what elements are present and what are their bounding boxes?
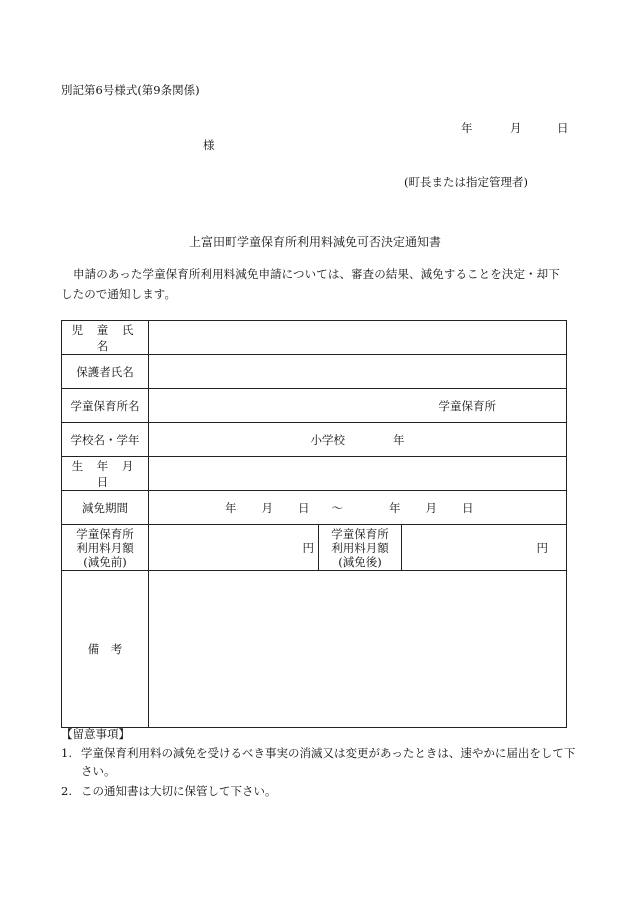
fee-before-line1: 学童保育所 (76, 526, 134, 541)
note-number: 2. (61, 784, 72, 798)
date-month-label: 月 (510, 121, 522, 135)
birth-date-label: 生 年 月 日 (62, 457, 149, 491)
fee-after-yen: 円 (536, 540, 549, 555)
school-label: 学校名・学年 (62, 423, 149, 457)
grade-suffix: 年 (393, 432, 405, 447)
fee-before-yen: 円 (302, 540, 314, 555)
row-period (62, 491, 567, 525)
period-year-start: 年 (225, 500, 237, 515)
guardian-name-label: 保護者氏名 (62, 355, 149, 389)
notice-form-table (61, 320, 567, 728)
row-school (62, 423, 567, 457)
recipient-honorific: 様 (203, 138, 215, 152)
note-item (61, 744, 576, 780)
fee-before-line3: (減免前) (83, 554, 127, 569)
row-fees (62, 525, 567, 571)
child-name-field[interactable] (149, 321, 567, 355)
date-year-label: 年 (461, 121, 473, 135)
facility-suffix: 学童保育所 (438, 398, 497, 413)
note-number: 1. (61, 746, 72, 760)
fee-before-field[interactable] (149, 525, 319, 571)
row-remarks (62, 571, 567, 728)
child-name-label: 児 童 氏 名 (62, 321, 149, 355)
row-guardian-name (62, 355, 567, 389)
issuer-label: (町長または指定管理者) (404, 175, 528, 189)
guardian-name-field[interactable] (149, 355, 567, 389)
note-text: この通知書は大切に保管して下さい。 (81, 784, 277, 798)
note-item (61, 782, 576, 800)
row-birth-date (62, 457, 567, 491)
remarks-label: 備 考 (62, 571, 149, 728)
fee-after-label (319, 525, 402, 571)
fee-before-line2: 利用料月額 (76, 540, 134, 555)
fee-after-line1: 学童保育所 (331, 526, 389, 541)
period-month-start: 月 (261, 500, 273, 515)
fee-after-line3: (減免後) (338, 554, 382, 569)
note-text: 学童保育利用料の減免を受けるべき事実の消滅又は変更があったときは、速やかに届出をして下さい。 (81, 746, 576, 778)
period-field[interactable] (149, 491, 567, 525)
date-day-label: 日 (557, 121, 569, 135)
period-day-end: 日 (462, 500, 474, 515)
fee-before-label (62, 525, 149, 571)
facility-label: 学童保育所名 (62, 389, 149, 423)
row-child-name (62, 321, 567, 355)
document-title: 上富田町学童保育所利用料減免可否決定通知書 (188, 235, 441, 249)
birth-date-field[interactable] (149, 457, 567, 491)
period-month-end: 月 (425, 500, 437, 515)
row-facility (62, 389, 567, 423)
fee-after-line2: 利用料月額 (331, 540, 389, 555)
period-tilde: 〜 (331, 500, 343, 515)
period-year-end: 年 (389, 500, 401, 515)
school-suffix: 小学校 (310, 432, 345, 447)
remarks-field[interactable] (149, 571, 567, 728)
period-day-start: 日 (298, 500, 310, 515)
intro-paragraph: 申請のあった学童保育所利用料減免申請については、審査の結果、減免することを決定・却下したので通知します。 (61, 267, 560, 301)
form-reference: 別記第6号様式(第9条関係) (61, 83, 200, 97)
notes-heading: 【留意事項】 (61, 727, 130, 741)
school-field[interactable] (149, 423, 567, 457)
fee-after-field[interactable] (402, 525, 567, 571)
period-label: 減免期間 (62, 491, 149, 525)
facility-field[interactable] (149, 389, 567, 423)
